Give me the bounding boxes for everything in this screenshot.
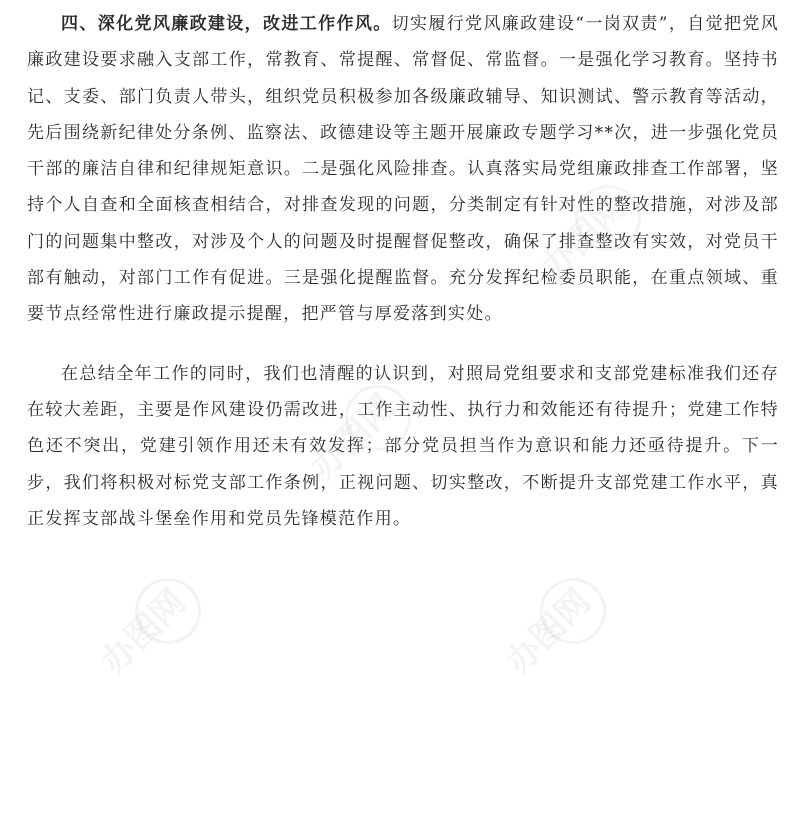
watermark-logo-icon: [540, 578, 606, 644]
paragraph-party-conduct: [27, 6, 779, 333]
document-body: [27, 6, 779, 537]
paragraph-summary: [27, 356, 779, 537]
paragraph-heading: 四、深化党风廉政建设，改进工作作风。: [61, 14, 392, 34]
watermark: 办图网: [93, 581, 194, 683]
watermark: 办图网: [303, 386, 404, 488]
paragraph-text: 在总结全年工作的同时，我们也清醒的认识到，对照局党组要求和支部党建标准我们还存在较大差距，主要是作风建设仍需改进，工作主动性、执行力和效能还有待提升；党建工作特色还不突出，党建引领作用还未有效发挥；部分党员担当作为意识和能力还亟待提升。下一步，我们将积极对标党支部工作条例，正视问题、切实整改，不断提升支部党建工作水平，真正发挥支部战斗堡垒作用和党员先锋模范作用。: [27, 363, 779, 529]
paragraph-text: 切实履行党风廉政建设“一岗双责”，自觉把党风廉政建设要求融入支部工作，常教育、常提醒、常督促、常监督。一是强化学习教育。坚持书记、支委、部门负责人带头，组织党员积极参加各级廉政辅导、知识测试、警示教育等活动，先后围绕新纪律处分条例、监察法、政德建设等主题开展廉政专题学习**次，进一步强化党员干部的廉洁自律和纪律规矩意识。二是强化风险排查。认真落实局党组廉政排查工作部署，坚持个人自查和全面核查相结合，对排查发现的问题，分类制定有针对性的整改措施，对涉及部门的问题集中整改，对涉及个人的问题及时提醒督促整改，确保了排查整改有实效，对党员干部有触动，对部门工作有促进。三是强化提醒监督。充分发挥纪检委员职能，在重点领域、重要节点经常性进行廉政提示提醒，把严管与厚爱落到实处。: [27, 14, 779, 325]
watermark: 办图网: [533, 186, 634, 288]
watermark: 办图网: [498, 581, 599, 683]
watermark-logo-icon: [135, 578, 201, 644]
